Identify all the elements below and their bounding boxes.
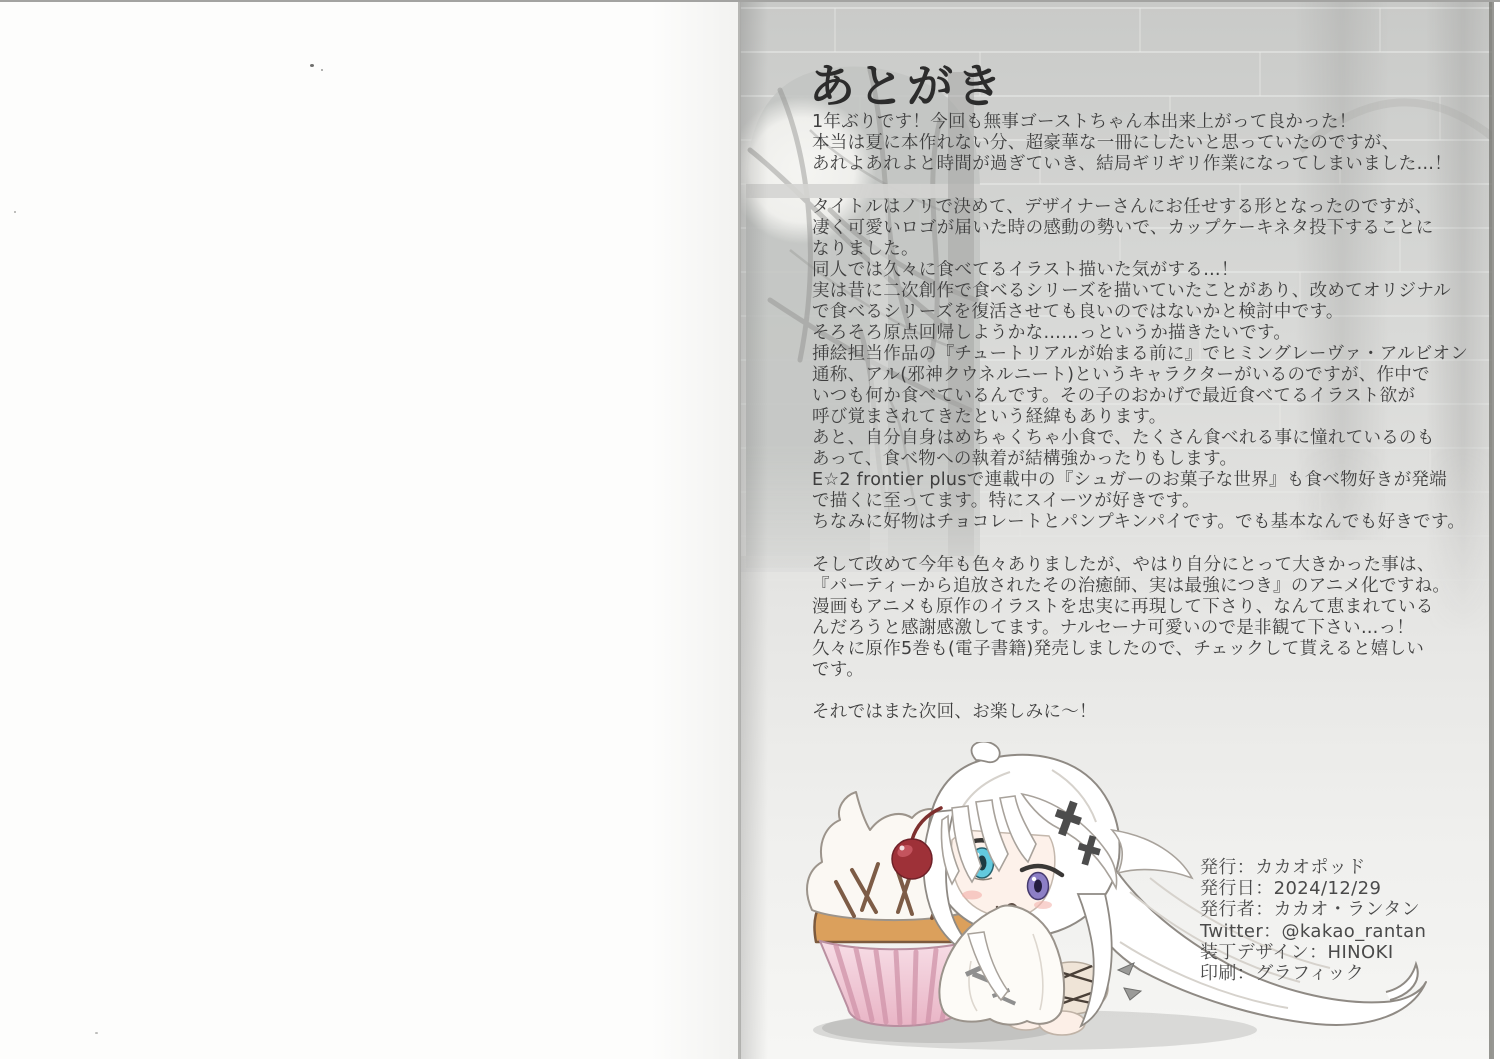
scan-speck: [95, 1032, 98, 1034]
colophon-line: 発行：カカオポッド: [1200, 857, 1366, 878]
text-line: んだろうと感謝感激してます。ナルセーナ可愛いので是非観て下さい…っ！: [812, 618, 1415, 638]
afterword-title: あとがき: [809, 59, 1005, 113]
text-line: あって、食べ物への執着が結構強かったりもします。: [812, 449, 1238, 469]
blush: [962, 891, 982, 900]
scan-speck: [321, 69, 323, 71]
text-line: そろそろ原点回帰しようかな……っというか描きたいです。: [812, 323, 1292, 343]
colophon-line: 発行者：カカオ・ランタン: [1200, 899, 1421, 921]
text-line: そして改めて今年も色々ありましたが、やはり自分にとって大きかった事は、: [812, 555, 1435, 575]
afterword-paragraph-1: [812, 112, 1452, 175]
scan-speck: [14, 211, 16, 213]
left-blank-page: [0, 0, 740, 1059]
text-line: で食べるシリーズを復活させても良いのではないかと検討中です。: [812, 302, 1344, 322]
ahoge: [971, 742, 999, 762]
colophon-line: Twitter：@kakao_rantan: [1200, 920, 1427, 942]
side-lock: [1112, 830, 1192, 878]
cherry: [892, 839, 932, 879]
afterword-paragraph-4: [812, 702, 1097, 723]
text-line: 漫画もアニメも原作のイラストを忠実に再現して下さり、なんて恵まれている: [812, 597, 1434, 617]
text-line: 挿絵担当作品の『チュートリアルが始まる前に』でヒミングレーヴァ・アルビオン: [812, 344, 1469, 364]
scanner-edge: [0, 0, 1500, 2]
afterword-paragraph-2: [812, 197, 1468, 533]
text-line: 『パーティーから追放されたその治癒師、実は最強につき』のアニメ化ですね。: [812, 576, 1451, 596]
text-line: E☆2 frontier plusで連載中の『シュガーのお菓子な世界』も食べ物好きが発端: [812, 470, 1447, 490]
fold-shadow: [740, 0, 768, 1059]
text-line: 通称、アル(邪神クウネルニート)というキャラクターがいるのですが、作中で: [812, 365, 1430, 385]
colophon: [1200, 857, 1426, 984]
blush: [1034, 901, 1052, 909]
text-line: それではまた次回、お楽しみに～！: [812, 702, 1097, 722]
text-line: で描くに至ってます。特にスイーツが好きです。: [812, 491, 1200, 511]
text-line: 久々に原作5巻も(電子書籍)発売しましたので、チェックして貰えると嬉しい: [812, 639, 1425, 659]
text-line: です。: [812, 660, 864, 680]
colophon-line: 発行日：2024/12/29: [1200, 878, 1382, 900]
text-line: なりました。: [812, 239, 919, 259]
text-line: 本当は夏に本作れない分、超豪華な一冊にしたいと思っていたのですが、: [812, 133, 1400, 153]
text-line: 実は昔に二次創作で食べるシリーズを描いていたことがあり、改めてオリジナル: [812, 281, 1452, 301]
text-line: 1年ぶりです！今回も無事ゴーストちゃん本出来上がって良かった！: [812, 112, 1357, 132]
colophon-line: 装丁デザイン：HINOKI: [1200, 941, 1394, 963]
text-line: ちなみに好物はチョコレートとパンプキンパイです。でも基本なんでも好きです。: [812, 512, 1466, 532]
right-page-edge: [1489, 0, 1494, 1059]
text-line: 凄く可愛いロゴが届いた時の感動の勢いで、カップケーキネタ投下することに: [812, 218, 1434, 238]
text-line: いつも何か食べているんです。その子のおかげで最近食べてるイラスト欲が: [812, 386, 1416, 406]
page-spine: [738, 0, 741, 1059]
afterword-paragraph-3: [812, 555, 1450, 681]
scan-speck: [310, 64, 314, 67]
window-bar: [746, 184, 980, 198]
text-line: 同人では久々に食べてるイラスト描いた気がする…！: [812, 260, 1239, 280]
text-line: タイトルはノリで決めて、デザイナーさんにお任せする形となったのですが、: [812, 197, 1433, 217]
text-line: あと、自分自身はめちゃくちゃ小食で、たくさん食べれる事に憧れているのも: [812, 428, 1435, 448]
colophon-line: 印刷：グラフィック: [1200, 962, 1365, 984]
text-line: 呼び覚まされてきたという経緯もあります。: [812, 407, 1167, 427]
text-line: あれよあれよと時間が過ぎていき、結局ギリギリ作業になってしまいました…！: [812, 154, 1453, 174]
